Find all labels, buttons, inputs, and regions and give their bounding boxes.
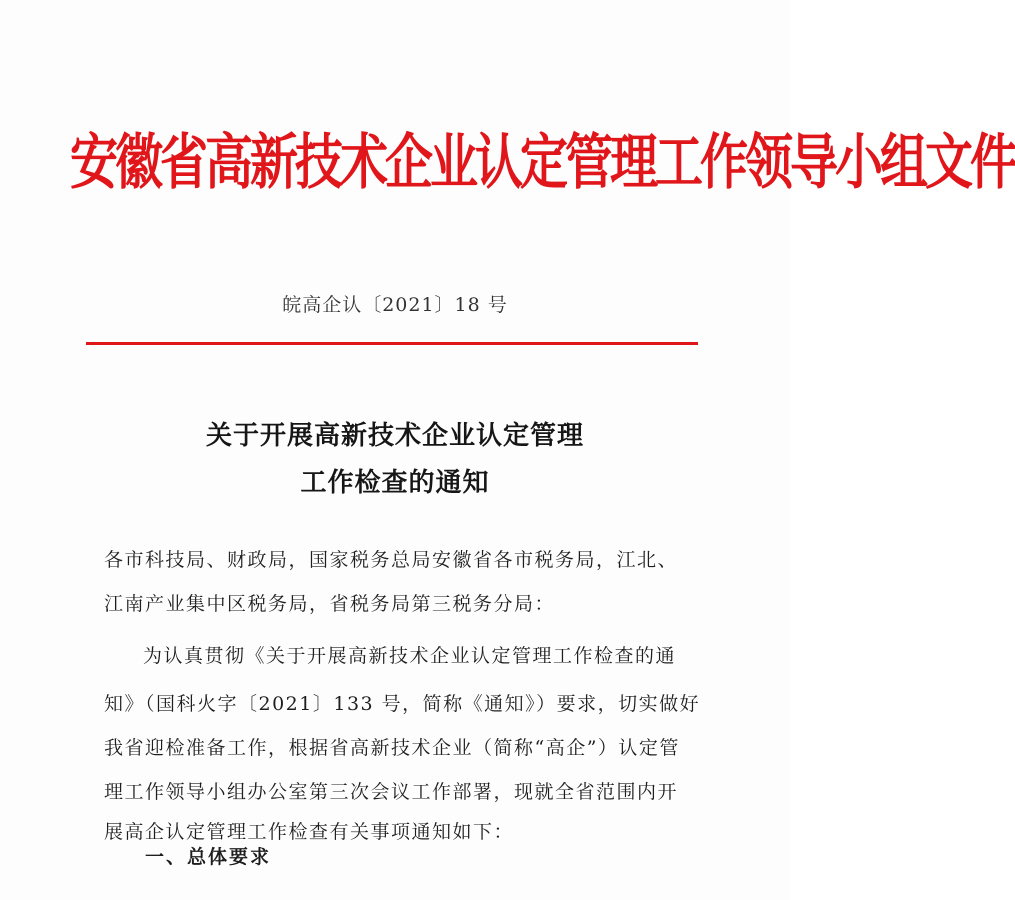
notice-title-line-1: 关于开展高新技术企业认定管理: [205, 421, 584, 451]
paragraph-line-3: 我省迎检准备工作，根据省高新技术企业（简称“高企”）认定管: [104, 737, 680, 759]
red-divider: [86, 342, 698, 345]
addressee-line-1: 各市科技局、财政局，国家税务总局安徽省各市税务局，江北、: [104, 549, 679, 571]
paragraph-line-4: 理工作领导小组办公室第三次会议工作部署，现就全省范围内开: [104, 781, 679, 803]
paragraph-line-5: 展高企认定管理工作检查有关事项通知如下：: [104, 821, 515, 843]
masthead-title: 安徽省高新技术企业认定管理工作领导小组文件: [70, 128, 1015, 198]
paragraph-line-2: 知》（国科火字〔2021〕133 号，简称《通知》）要求，切实做好: [104, 693, 701, 715]
document-number: 皖高企认〔2021〕18 号: [282, 294, 508, 316]
section-heading: 一、总体要求: [145, 846, 272, 868]
notice-title-line-2: 工作检查的通知: [300, 468, 490, 498]
addressee-line-2: 江南产业集中区税务局，省税务局第三税务分局：: [104, 593, 556, 615]
paragraph-line-1: 为认真贯彻《关于开展高新技术企业认定管理工作检查的通: [143, 645, 677, 667]
